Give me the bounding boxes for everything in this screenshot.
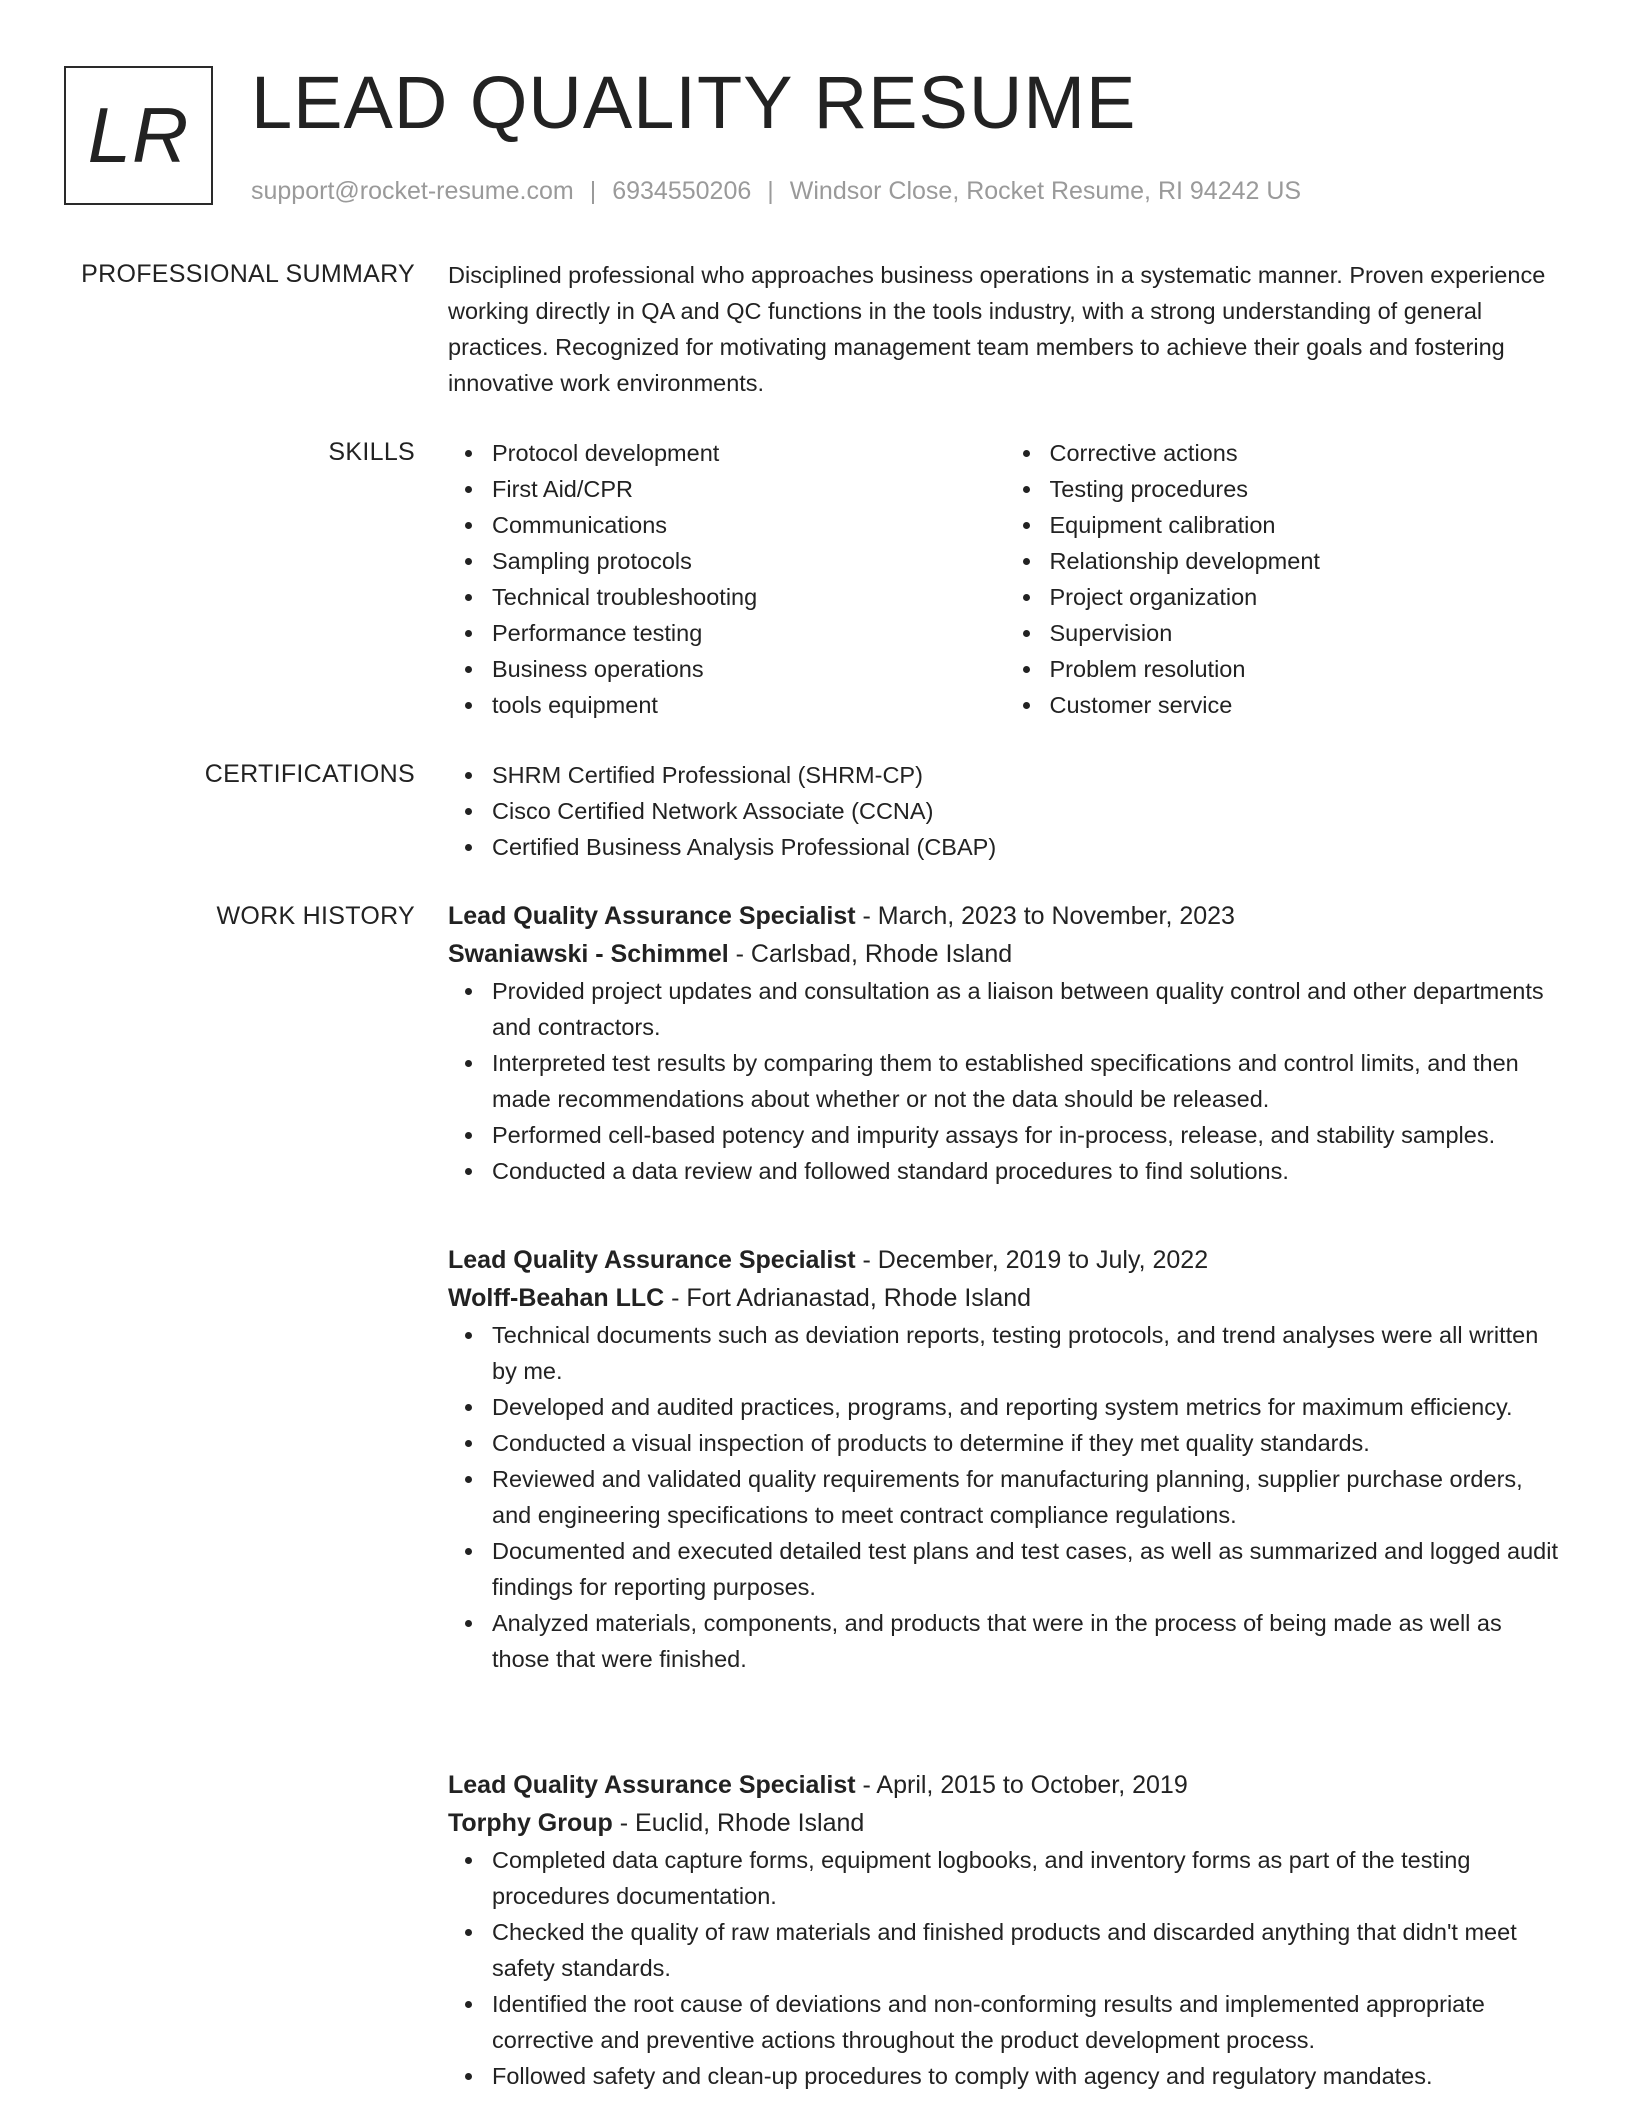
- job-title-line: [448, 897, 1563, 935]
- job-title: Lead Quality Assurance Specialist: [448, 902, 856, 930]
- skill-item: Protocol development: [492, 435, 1006, 471]
- job-entry: [448, 1241, 1563, 1677]
- job-company: Wolff-Beahan LLC: [448, 1284, 665, 1312]
- certification-item: SHRM Certified Professional (SHRM-CP): [492, 757, 1563, 793]
- job-bullet: Reviewed and validated quality requirements for manufacturing planning, supplier purchase orders, and engineering specifications to meet contract compliance regulations.: [492, 1461, 1563, 1533]
- skill-item: Sampling protocols: [492, 543, 1006, 579]
- skill-item: Performance testing: [492, 615, 1006, 651]
- job-bullet: Interpreted test results by comparing them to established specifications and control limits, and then made recommendations about whether or not the data should be released.: [492, 1045, 1563, 1117]
- contact-address: Windsor Close, Rocket Resume, RI 94242 US: [789, 177, 1302, 205]
- job-bullet: Provided project updates and consultation as a liaison between quality control and other departments and contractors.: [492, 973, 1563, 1045]
- summary-heading: PROFESSIONAL SUMMARY: [81, 260, 415, 288]
- certifications-list: [448, 757, 1563, 865]
- skill-item: Corrective actions: [1050, 435, 1564, 471]
- work-history-heading: WORK HISTORY: [216, 902, 415, 930]
- job-entry: [448, 897, 1563, 1189]
- job-bullet: Checked the quality of raw materials and finished products and discarded anything that didn't meet safety standards.: [492, 1914, 1563, 1986]
- job-bullet: Completed data capture forms, equipment logbooks, and inventory forms as part of the testing procedures documentation.: [492, 1842, 1563, 1914]
- job-title: Lead Quality Assurance Specialist: [448, 1246, 856, 1274]
- job-dates: - March, 2023 to November, 2023: [855, 902, 1235, 930]
- skills-list-right: [1006, 435, 1564, 723]
- skills-body: [448, 435, 1563, 723]
- skill-item: Communications: [492, 507, 1006, 543]
- skill-item: Technical troubleshooting: [492, 579, 1006, 615]
- job-bullets: [448, 1317, 1563, 1677]
- job-bullet: Conducted a visual inspection of products to determine if they met quality standards.: [492, 1425, 1563, 1461]
- skill-item: Relationship development: [1050, 543, 1564, 579]
- skill-item: Equipment calibration: [1050, 507, 1564, 543]
- job-location: - Euclid, Rhode Island: [612, 1809, 865, 1837]
- contact-line: [251, 174, 1301, 208]
- skill-item: Business operations: [492, 651, 1006, 687]
- skill-item: Problem resolution: [1050, 651, 1564, 687]
- contact-separator: |: [767, 177, 774, 205]
- job-location: - Carlsbad, Rhode Island: [728, 940, 1013, 968]
- skill-item: First Aid/CPR: [492, 471, 1006, 507]
- contact-separator: |: [589, 177, 597, 205]
- job-bullet: Technical documents such as deviation reports, testing protocols, and trend analyses were all written by me.: [492, 1317, 1563, 1389]
- job-bullets: [448, 973, 1563, 1189]
- contact-phone: 6934550206: [612, 177, 752, 205]
- skill-item: Project organization: [1050, 579, 1564, 615]
- job-company: Torphy Group: [448, 1809, 613, 1837]
- resume-name: LEAD QUALITY RESUME: [251, 61, 1137, 144]
- job-location: - Fort Adrianastad, Rhode Island: [664, 1284, 1032, 1312]
- summary-body: [448, 257, 1563, 401]
- summary-text: Disciplined professional who approaches business operations in a systematic manner. Proven experience working directly in QA and QC functions in the tools industry, with a strong understanding of general practices. Recognized for motivating management team members to achieve their goals and fostering innovative work environments.: [448, 262, 1546, 396]
- job-title-line: [448, 1766, 1563, 1804]
- job-dates: - December, 2019 to July, 2022: [855, 1246, 1209, 1274]
- job-company-line: [448, 1279, 1563, 1317]
- job-bullet: Performed cell-based potency and impurity assays for in-process, release, and stability samples.: [492, 1117, 1563, 1153]
- job-bullet: Documented and executed detailed test plans and test cases, as well as summarized and logged audit findings for reporting purposes.: [492, 1533, 1563, 1605]
- monogram-logo: LR: [64, 66, 213, 205]
- contact-email: support@rocket-resume.com: [251, 177, 574, 205]
- job-company-line: [448, 1804, 1563, 1842]
- job-bullet: Analyzed materials, components, and products that were in the process of being made as well as those that were finished.: [492, 1605, 1563, 1677]
- skill-item: Customer service: [1050, 687, 1564, 723]
- certifications-body: [448, 757, 1563, 865]
- skill-item: tools equipment: [492, 687, 1006, 723]
- job-company-line: [448, 935, 1563, 973]
- job-company: Swaniawski - Schimmel: [448, 940, 729, 968]
- job-dates: - April, 2015 to October, 2019: [855, 1771, 1188, 1799]
- job-entry: [448, 1766, 1563, 2094]
- skill-item: Testing procedures: [1050, 471, 1564, 507]
- certifications-heading: CERTIFICATIONS: [204, 760, 415, 788]
- job-bullet: Conducted a data review and followed standard procedures to find solutions.: [492, 1153, 1563, 1189]
- skills-list-left: [448, 435, 1006, 723]
- job-bullet: Identified the root cause of deviations and non-conforming results and implemented appropriate corrective and preventive actions throughout the product development process.: [492, 1986, 1563, 2058]
- job-bullet: Developed and audited practices, programs, and reporting system metrics for maximum efficiency.: [492, 1389, 1563, 1425]
- job-title: Lead Quality Assurance Specialist: [448, 1771, 856, 1799]
- certification-item: Cisco Certified Network Associate (CCNA): [492, 793, 1563, 829]
- skill-item: Supervision: [1050, 615, 1564, 651]
- skills-heading: SKILLS: [328, 438, 415, 466]
- certification-item: Certified Business Analysis Professional (CBAP): [492, 829, 1563, 865]
- job-title-line: [448, 1241, 1563, 1279]
- job-bullets: [448, 1842, 1563, 2094]
- job-bullet: Followed safety and clean-up procedures to comply with agency and regulatory mandates.: [492, 2058, 1563, 2094]
